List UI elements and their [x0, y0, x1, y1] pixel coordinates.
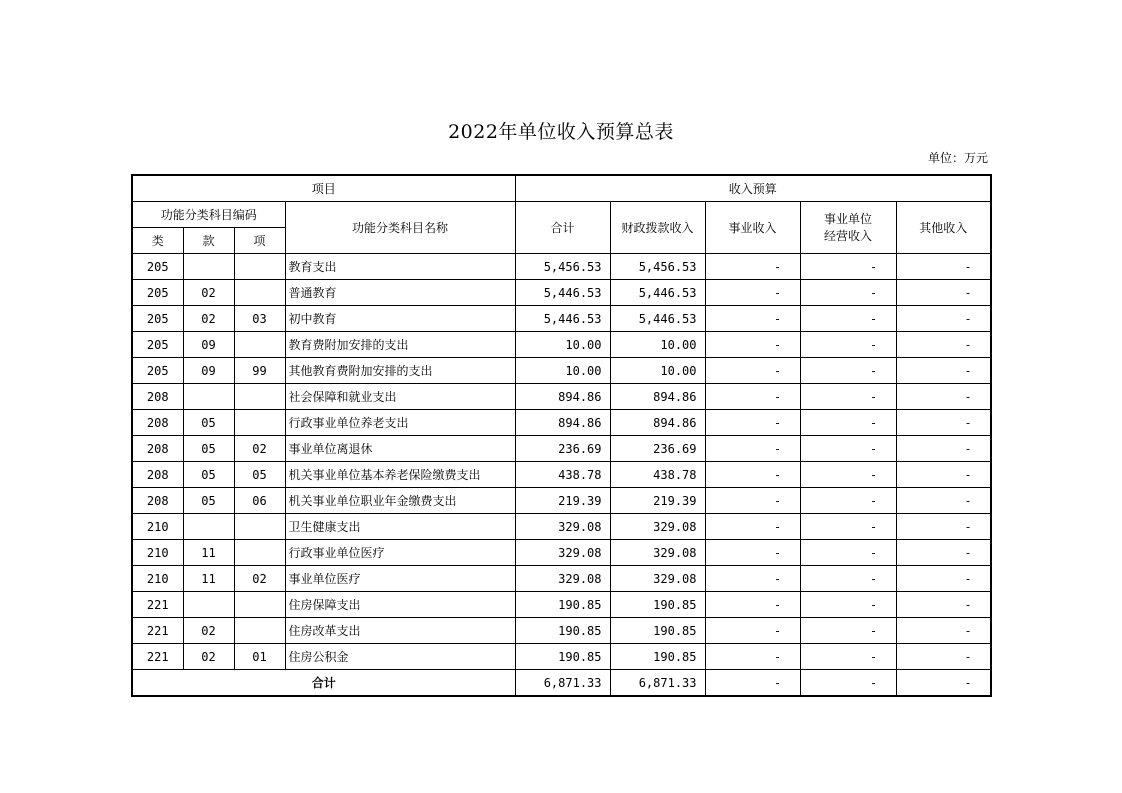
cell-name: 社会保障和就业支出 [285, 384, 515, 410]
table-row [132, 254, 991, 280]
cell-other: - [896, 280, 991, 306]
cell-name: 普通教育 [285, 280, 515, 306]
cell-section: 02 [183, 280, 234, 306]
cell-name: 教育费附加安排的支出 [285, 332, 515, 358]
cell-business: - [705, 618, 800, 644]
cell-other: - [896, 644, 991, 670]
cell-business: - [705, 514, 800, 540]
cell-business: - [705, 566, 800, 592]
cell-item [234, 540, 285, 566]
cell-operating: - [800, 566, 896, 592]
cell-fiscal: 329.08 [610, 514, 705, 540]
table-row [132, 618, 991, 644]
cell-name: 机关事业单位基本养老保险缴费支出 [285, 462, 515, 488]
cell-category: 208 [132, 462, 183, 488]
cell-section: 05 [183, 410, 234, 436]
cell-operating: - [800, 618, 896, 644]
cell-fiscal: 894.86 [610, 384, 705, 410]
cell-total: 10.00 [515, 358, 610, 384]
cell-other: - [896, 306, 991, 332]
cell-category: 221 [132, 618, 183, 644]
cell-other: - [896, 488, 991, 514]
cell-fiscal: 190.85 [610, 644, 705, 670]
cell-business: - [705, 254, 800, 280]
cell-total: 236.69 [515, 436, 610, 462]
table-row [132, 436, 991, 462]
table-row [132, 540, 991, 566]
cell-business: - [705, 384, 800, 410]
cell-category: 205 [132, 332, 183, 358]
cell-section [183, 514, 234, 540]
cell-name: 教育支出 [285, 254, 515, 280]
cell-operating: - [800, 358, 896, 384]
cell-item [234, 410, 285, 436]
cell-operating: - [800, 462, 896, 488]
cell-other: - [896, 592, 991, 618]
cell-section: 11 [183, 540, 234, 566]
cell-item: 03 [234, 306, 285, 332]
cell-item [234, 514, 285, 540]
table-row [132, 306, 991, 332]
header-operating-line2: 经营收入 [823, 228, 872, 243]
cell-other: - [896, 436, 991, 462]
cell-total: 190.85 [515, 618, 610, 644]
cell-section [183, 384, 234, 410]
cell-category: 208 [132, 436, 183, 462]
cell-fiscal: 10.00 [610, 358, 705, 384]
cell-fiscal: 894.86 [610, 410, 705, 436]
cell-name: 住房公积金 [285, 644, 515, 670]
cell-operating: - [800, 514, 896, 540]
cell-total: 5,456.53 [515, 254, 610, 280]
header-other: 其他收入 [896, 202, 991, 254]
cell-other: - [896, 514, 991, 540]
cell-business: - [705, 280, 800, 306]
cell-category: 221 [132, 592, 183, 618]
cell-category: 221 [132, 644, 183, 670]
cell-name: 机关事业单位职业年金缴费支出 [285, 488, 515, 514]
cell-total: 329.08 [515, 514, 610, 540]
cell-category: 205 [132, 280, 183, 306]
cell-operating: - [800, 332, 896, 358]
cell-category: 208 [132, 384, 183, 410]
header-total: 合计 [515, 202, 610, 254]
cell-operating: - [800, 384, 896, 410]
cell-name: 行政事业单位养老支出 [285, 410, 515, 436]
table-row [132, 488, 991, 514]
table-row [132, 566, 991, 592]
cell-business: - [705, 306, 800, 332]
page-title: 2022年单位收入预算总表 [448, 121, 674, 143]
cell-section: 05 [183, 488, 234, 514]
totals-label: 合计 [132, 670, 515, 697]
cell-business: - [705, 358, 800, 384]
cell-category: 210 [132, 514, 183, 540]
cell-business: - [705, 410, 800, 436]
cell-item: 06 [234, 488, 285, 514]
cell-name: 事业单位离退休 [285, 436, 515, 462]
cell-item [234, 332, 285, 358]
cell-total: 438.78 [515, 462, 610, 488]
cell-business: - [705, 332, 800, 358]
cell-total: 5,446.53 [515, 280, 610, 306]
cell-section: 02 [183, 306, 234, 332]
cell-fiscal: 5,446.53 [610, 306, 705, 332]
header-item: 项 [234, 228, 285, 254]
cell-operating: - [800, 254, 896, 280]
cell-item: 02 [234, 566, 285, 592]
cell-fiscal: 219.39 [610, 488, 705, 514]
cell-total: 329.08 [515, 540, 610, 566]
cell-category: 210 [132, 566, 183, 592]
cell-item: 99 [234, 358, 285, 384]
table-row [132, 280, 991, 306]
cell-other: - [896, 254, 991, 280]
cell-other: - [896, 358, 991, 384]
cell-total: 190.85 [515, 592, 610, 618]
cell-section: 11 [183, 566, 234, 592]
cell-operating: - [800, 644, 896, 670]
cell-item: 01 [234, 644, 285, 670]
header-budget: 收入预算 [515, 175, 991, 202]
cell-other: - [896, 410, 991, 436]
cell-section: 05 [183, 436, 234, 462]
cell-section: 09 [183, 358, 234, 384]
cell-fiscal: 329.08 [610, 566, 705, 592]
cell-name: 卫生健康支出 [285, 514, 515, 540]
header-operating [800, 202, 896, 254]
cell-fiscal: 190.85 [610, 618, 705, 644]
cell-category: 205 [132, 254, 183, 280]
cell-name: 住房保障支出 [285, 592, 515, 618]
cell-other: - [896, 566, 991, 592]
totals-other: - [896, 670, 991, 697]
header-row-1 [132, 175, 991, 202]
cell-section: 05 [183, 462, 234, 488]
table-row [132, 644, 991, 670]
cell-category: 208 [132, 410, 183, 436]
cell-item [234, 384, 285, 410]
cell-total: 894.86 [515, 410, 610, 436]
cell-other: - [896, 618, 991, 644]
header-row-2 [132, 202, 991, 228]
cell-fiscal: 438.78 [610, 462, 705, 488]
cell-operating: - [800, 436, 896, 462]
cell-section [183, 254, 234, 280]
cell-item [234, 618, 285, 644]
table-row [132, 410, 991, 436]
cell-category: 205 [132, 358, 183, 384]
cell-total: 10.00 [515, 332, 610, 358]
cell-total: 219.39 [515, 488, 610, 514]
cell-fiscal: 5,456.53 [610, 254, 705, 280]
cell-name: 其他教育费附加安排的支出 [285, 358, 515, 384]
header-operating-line1: 事业单位 [823, 211, 872, 226]
header-section: 款 [183, 228, 234, 254]
cell-operating: - [800, 306, 896, 332]
unit-label: 单位：万元 [927, 151, 988, 165]
cell-operating: - [800, 592, 896, 618]
totals-business: - [705, 670, 800, 697]
table-row [132, 358, 991, 384]
table-row [132, 462, 991, 488]
cell-section [183, 592, 234, 618]
totals-row [132, 670, 991, 697]
header-category: 类 [132, 228, 183, 254]
cell-item [234, 254, 285, 280]
cell-other: - [896, 540, 991, 566]
cell-business: - [705, 592, 800, 618]
cell-fiscal: 190.85 [610, 592, 705, 618]
cell-fiscal: 236.69 [610, 436, 705, 462]
cell-name: 初中教育 [285, 306, 515, 332]
cell-other: - [896, 332, 991, 358]
cell-item [234, 592, 285, 618]
cell-section: 09 [183, 332, 234, 358]
cell-name: 事业单位医疗 [285, 566, 515, 592]
cell-operating: - [800, 540, 896, 566]
cell-category: 210 [132, 540, 183, 566]
totals-fiscal: 6,871.33 [610, 670, 705, 697]
budget-table [131, 174, 992, 697]
totals-total: 6,871.33 [515, 670, 610, 697]
cell-total: 190.85 [515, 644, 610, 670]
cell-operating: - [800, 410, 896, 436]
cell-name: 行政事业单位医疗 [285, 540, 515, 566]
cell-fiscal: 5,446.53 [610, 280, 705, 306]
cell-item: 05 [234, 462, 285, 488]
header-fiscal: 财政拨款收入 [610, 202, 705, 254]
cell-section: 02 [183, 644, 234, 670]
cell-name: 住房改革支出 [285, 618, 515, 644]
cell-fiscal: 329.08 [610, 540, 705, 566]
cell-operating: - [800, 488, 896, 514]
cell-category: 205 [132, 306, 183, 332]
cell-business: - [705, 462, 800, 488]
cell-section: 02 [183, 618, 234, 644]
cell-category: 208 [132, 488, 183, 514]
cell-total: 329.08 [515, 566, 610, 592]
cell-total: 894.86 [515, 384, 610, 410]
cell-business: - [705, 436, 800, 462]
cell-item: 02 [234, 436, 285, 462]
cell-total: 5,446.53 [515, 306, 610, 332]
cell-fiscal: 10.00 [610, 332, 705, 358]
table-row [132, 384, 991, 410]
cell-business: - [705, 540, 800, 566]
cell-other: - [896, 462, 991, 488]
header-business: 事业收入 [705, 202, 800, 254]
cell-business: - [705, 488, 800, 514]
cell-business: - [705, 644, 800, 670]
header-code-group: 功能分类科目编码 [132, 202, 285, 228]
cell-operating: - [800, 280, 896, 306]
table-row [132, 332, 991, 358]
table-row [132, 592, 991, 618]
header-project: 项目 [132, 175, 515, 202]
totals-operating: - [800, 670, 896, 697]
table-row [132, 514, 991, 540]
cell-item [234, 280, 285, 306]
header-name: 功能分类科目名称 [285, 202, 515, 254]
cell-other: - [896, 384, 991, 410]
